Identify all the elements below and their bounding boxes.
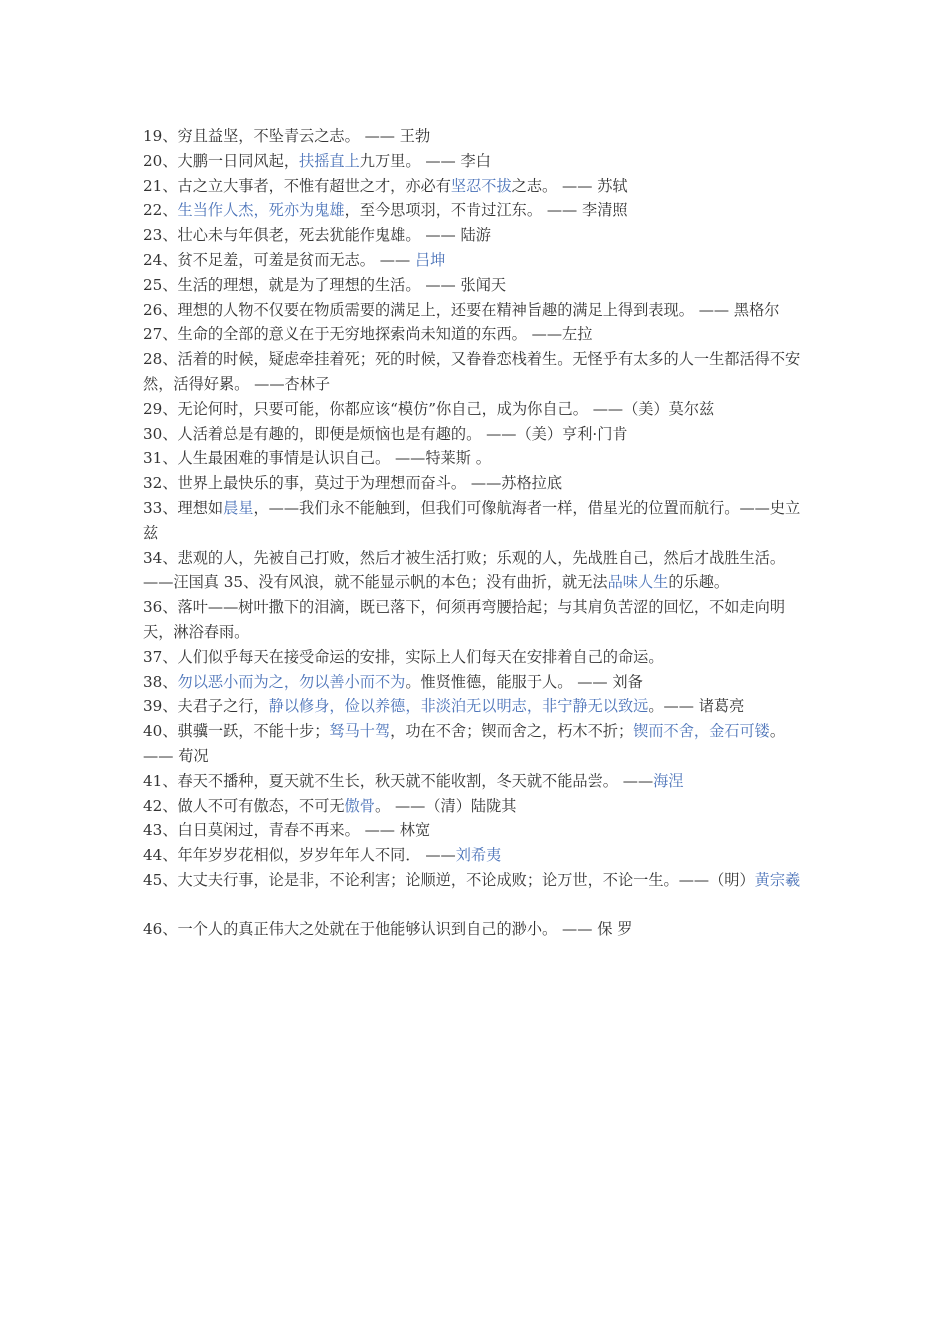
quote-line (143, 273, 811, 298)
quote-text: 、理想如 (162, 498, 224, 517)
quote-number: 39 (143, 697, 163, 716)
keyword-link[interactable]: 坚忍不拔 (450, 176, 512, 195)
quote-text: ，——我们永不能触到，但我们可像航海者一样，借星光的位置而航行。——史立兹 (143, 498, 801, 542)
quote-number: 43 (143, 821, 163, 840)
quote-line (143, 694, 811, 719)
quote-text: 。—— 诸葛亮 (648, 697, 745, 716)
quote-line (143, 496, 811, 546)
quote-text: 的乐趣。 (668, 573, 730, 592)
quote-line (143, 149, 811, 174)
quote-number: 25 (143, 275, 163, 294)
quote-number: 30 (143, 424, 163, 443)
quote-text: 、无论何时，只要可能，你都应该“模仿”你自己，成为你自己。 ——（美）莫尔兹 (162, 399, 715, 418)
quote-line (143, 124, 811, 149)
quote-line (143, 174, 811, 199)
quote-text: 、古之立大事者，不惟有超世之才，亦必有 (162, 176, 451, 195)
quote-number: 19 (143, 127, 163, 145)
quote-number: 37 (143, 647, 163, 666)
quote-text: ，功在不舍；锲而舍之，朽木不折； (390, 722, 634, 741)
quote-text: 、人活着总是有趣的，即便是烦恼也是有趣的。 ——（美）亨利·门肯 (162, 424, 628, 443)
quote-number: 21 (143, 176, 163, 195)
keyword-link[interactable]: 傲骨 (344, 796, 375, 815)
quote-number: 23 (143, 226, 163, 245)
quote-text: 、 (162, 201, 178, 220)
keyword-link[interactable]: 刘希夷 (455, 846, 502, 865)
quote-text: 、悲观的人，先被自己打败，然后才被生活打败；乐观的人，先战胜自己，然后才战胜生活。——汪国真 35、没有风浪，就不能显示帆的本色；没有曲折，就无法 (143, 548, 786, 592)
keyword-link[interactable]: 勿以恶小而为之，勿以善小而不为 (177, 672, 406, 691)
quote-text: 、骐骥一跃，不能十步； (162, 722, 330, 741)
quote-line (143, 670, 811, 695)
quote-line (143, 769, 811, 794)
quote-number: 28 (143, 350, 163, 369)
quote-number: 38 (143, 672, 163, 691)
quote-number: 46 (143, 919, 163, 938)
quote-text: 、人生最困难的事情是认识自己。 ——特莱斯 。 (162, 449, 491, 468)
quote-text: 。惟贤惟德，能服于人。 —— 刘备 (405, 672, 643, 691)
quote-line (143, 397, 811, 422)
quote-number: 41 (143, 771, 163, 790)
quote-text: 、穷且益坚，不坠青云之志。 —— 王勃 (162, 127, 431, 145)
quote-line (143, 422, 811, 447)
quote-line (143, 794, 811, 819)
quote-line (143, 645, 811, 670)
quote-text: 、做人不可有傲态，不可无 (162, 796, 345, 815)
quote-text: 、贫不足羞，可羞是贫而无志。 —— (162, 250, 415, 269)
quote-line (143, 298, 811, 323)
quote-text: 、大鹏一日同风起， (162, 151, 300, 170)
keyword-link[interactable]: 黄宗羲 (754, 870, 801, 889)
quote-text: 、人们似乎每天在接受命运的安排，实际上人们每天在安排着自己的命运。 (162, 647, 664, 666)
quote-line (143, 868, 811, 893)
quote-number: 33 (143, 498, 163, 517)
quote-line (143, 347, 811, 397)
paragraph-gap (143, 893, 811, 917)
keyword-link[interactable]: 品味人生 (607, 573, 669, 592)
quote-line (143, 917, 811, 942)
quote-number: 29 (143, 399, 163, 418)
quote-text: 、春天不播种，夏天就不生长，秋天就不能收割，冬天就不能品尝。 —— (162, 771, 654, 790)
quote-text: 、生活的理想，就是为了理想的生活。 —— 张闻天 (162, 275, 507, 294)
keyword-link[interactable]: 锲而不舍，金石可镂 (633, 722, 770, 741)
quote-text: 九万里。 —— 李白 (359, 151, 491, 170)
keyword-link[interactable]: 驽马十驾 (329, 722, 391, 741)
keyword-link[interactable]: 静以修身，俭以养德，非淡泊无以明志，非宁静无以致远 (268, 697, 649, 716)
quote-text: 、 (162, 672, 178, 691)
quote-text: 、一个人的真正伟大之处就在于他能够认识到自己的渺小。 —— 保 罗 (162, 919, 633, 938)
quote-line (143, 223, 811, 248)
quote-number: 22 (143, 201, 163, 220)
quote-text: 、年年岁岁花相似，岁岁年年人不同． —— (162, 846, 456, 865)
quote-line (143, 719, 811, 769)
quote-line (143, 248, 811, 273)
quote-number: 36 (143, 598, 163, 617)
quote-number: 26 (143, 300, 163, 319)
quote-line (143, 843, 811, 868)
quote-number: 27 (143, 325, 163, 344)
quote-number: 31 (143, 449, 163, 468)
quote-text: 、壮心未与年俱老，死去犹能作鬼雄。 —— 陆游 (162, 226, 491, 245)
quote-text: 、大丈夫行事，论是非，不论利害；论顺逆，不论成败；论万世，不论一生。——（明） (162, 870, 755, 889)
quote-number: 20 (143, 151, 163, 170)
quote-text: 、落叶——树叶撒下的泪滴，既已落下，何须再弯腰拾起；与其肩负苦涩的回忆，不如走向明天，淋浴春雨。 (143, 598, 786, 641)
quote-line (143, 818, 811, 843)
quote-number: 42 (143, 796, 163, 815)
quote-text: 、白日莫闲过，青春不再来。 —— 林宽 (162, 821, 431, 840)
quote-number: 40 (143, 722, 163, 741)
quote-text: 。—— 荀况 (143, 722, 786, 765)
quote-number: 34 (143, 548, 163, 567)
quote-line (143, 595, 811, 645)
keyword-link[interactable]: 吕坤 (414, 250, 446, 269)
quote-text: 、活着的时候，疑虑牵挂着死；死的时候，又眷眷恋栈着生。无怪乎有太多的人一生都活得不安然，活得好累。 ——杏林子 (143, 350, 801, 393)
quote-line (143, 471, 811, 496)
quote-line (143, 198, 811, 223)
quote-text: ，至今思项羽，不肯过江东。 —— 李清照 (344, 201, 628, 220)
quote-text: 、理想的人物不仅要在物质需要的满足上，还要在精神旨趣的满足上得到表现。 —— 黑格尔 (162, 300, 780, 319)
quote-text: 、世界上最快乐的事，莫过于为理想而奋斗。 ——苏格拉底 (162, 474, 563, 493)
quote-line (143, 322, 811, 347)
quote-number: 45 (143, 870, 163, 889)
quote-number: 24 (143, 250, 163, 269)
keyword-link[interactable]: 扶摇直上 (299, 151, 360, 170)
quote-text: 、生命的全部的意义在于无穷地探索尚未知道的东西。 ——左拉 (162, 325, 593, 344)
keyword-link[interactable]: 生当作人杰，死亦为鬼雄 (177, 201, 345, 220)
quote-text: 、夫君子之行， (162, 697, 269, 716)
keyword-link[interactable]: 晨星 (223, 498, 254, 517)
quote-text: 。 ——（清）陆陇其 (374, 796, 517, 815)
quote-number: 44 (143, 846, 163, 865)
quote-line (143, 446, 811, 471)
quote-text: 之志。 —— 苏轼 (511, 176, 628, 195)
quote-number: 32 (143, 474, 163, 493)
quote-line (143, 546, 811, 596)
keyword-link[interactable]: 海涅 (653, 771, 684, 790)
quote-list (143, 124, 811, 942)
